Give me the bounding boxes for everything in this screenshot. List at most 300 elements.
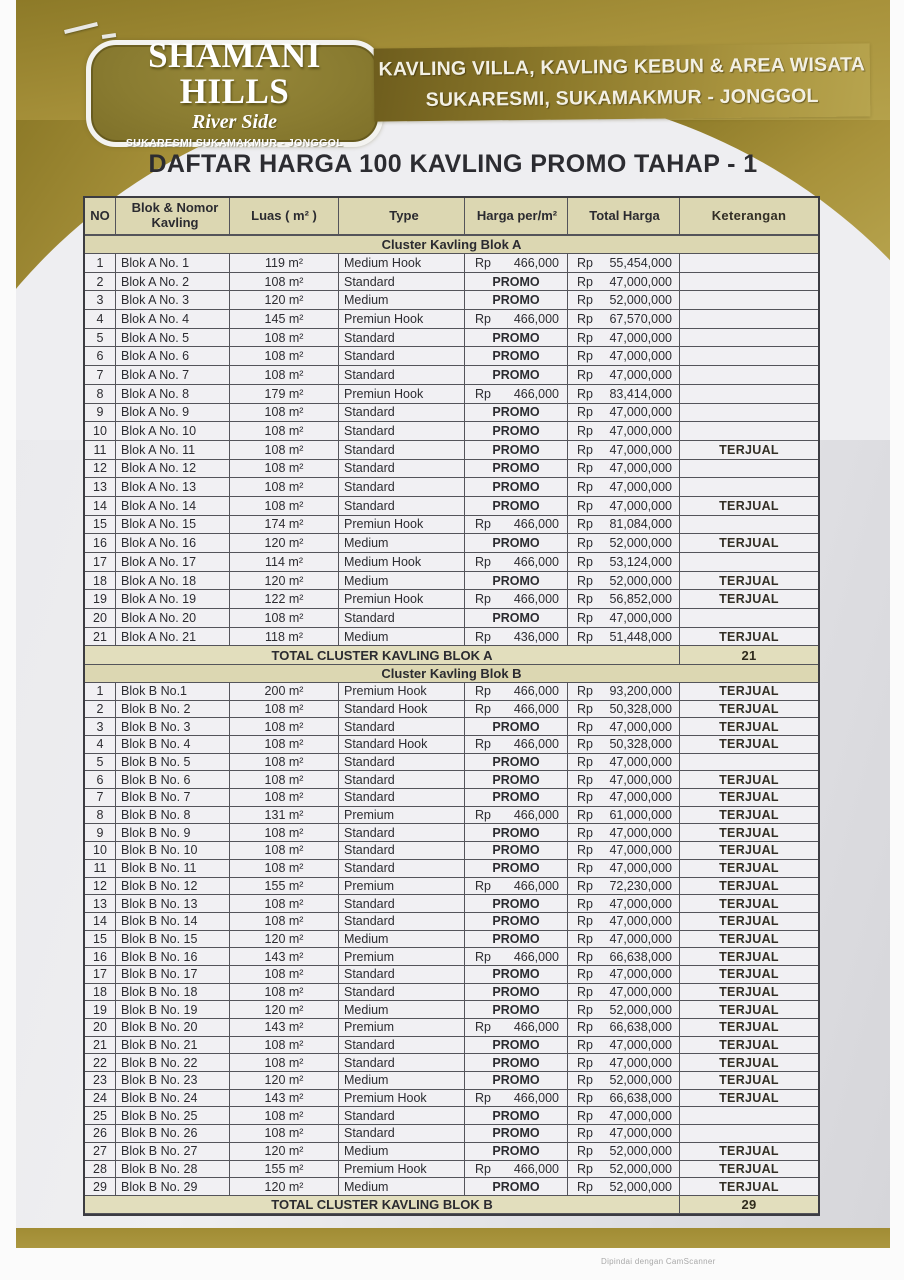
cell-luas: 114 m² [230, 553, 339, 572]
cell-keterangan [680, 273, 818, 292]
cell-type: Medium [339, 1143, 465, 1161]
cell-total-harga: Rp 47,000,000 [568, 754, 680, 772]
cell-harga: Rp 466,000 [465, 254, 568, 273]
table-row [85, 1161, 818, 1179]
cell-type: Premium [339, 878, 465, 896]
cell-luas: 108 m² [230, 273, 339, 292]
cell-harga: PROMO [465, 913, 568, 931]
cell-total-harga: Rp 52,000,000 [568, 291, 680, 310]
table-row [85, 913, 818, 931]
cell-harga: Rp 466,000 [465, 878, 568, 896]
table-row [85, 422, 818, 441]
cell-total-harga: Rp 47,000,000 [568, 984, 680, 1002]
cell-luas: 120 m² [230, 931, 339, 949]
cell-total-harga: Rp 81,084,000 [568, 516, 680, 535]
cell-harga: PROMO [465, 895, 568, 913]
cell-harga: Rp 466,000 [465, 590, 568, 609]
cell-keterangan: TERJUAL [680, 1090, 818, 1108]
cell-keterangan [680, 385, 818, 404]
table-row [85, 385, 818, 404]
cell-blok-nomor: Blok A No. 15 [116, 516, 230, 535]
cell-no: 9 [85, 824, 116, 842]
cell-blok-nomor: Blok A No. 19 [116, 590, 230, 609]
column-header: Luas ( m² ) [230, 198, 339, 236]
cell-keterangan: TERJUAL [680, 984, 818, 1002]
cell-keterangan: TERJUAL [680, 736, 818, 754]
section-header-row [85, 236, 818, 254]
cell-blok-nomor: Blok B No. 2 [116, 701, 230, 719]
cell-total-harga: Rp 47,000,000 [568, 460, 680, 479]
cell-keterangan: TERJUAL [680, 824, 818, 842]
cell-keterangan: TERJUAL [680, 1161, 818, 1179]
cell-keterangan [680, 254, 818, 273]
cell-no: 9 [85, 404, 116, 423]
cell-luas: 108 m² [230, 460, 339, 479]
cell-keterangan [680, 516, 818, 535]
cell-total-harga: Rp 66,638,000 [568, 1090, 680, 1108]
cell-type: Premiun Hook [339, 310, 465, 329]
cell-blok-nomor: Blok A No. 18 [116, 572, 230, 591]
cell-no: 1 [85, 683, 116, 701]
column-header: Harga per/m² [465, 198, 568, 236]
cell-total-harga: Rp 83,414,000 [568, 385, 680, 404]
cell-luas: 155 m² [230, 878, 339, 896]
table-row [85, 931, 818, 949]
cell-blok-nomor: Blok B No. 6 [116, 771, 230, 789]
cell-no: 11 [85, 441, 116, 460]
flyer-photo [16, 0, 890, 1248]
table-row [85, 553, 818, 572]
cell-luas: 108 m² [230, 478, 339, 497]
table-row [85, 1090, 818, 1108]
column-header: Keterangan [680, 198, 818, 236]
cell-no: 7 [85, 789, 116, 807]
cell-no: 16 [85, 534, 116, 553]
cell-blok-nomor: Blok B No. 18 [116, 984, 230, 1002]
cell-harga: PROMO [465, 441, 568, 460]
cell-luas: 120 m² [230, 1072, 339, 1090]
cell-luas: 108 m² [230, 824, 339, 842]
cell-type: Standard [339, 824, 465, 842]
cell-no: 3 [85, 718, 116, 736]
cell-harga: PROMO [465, 273, 568, 292]
cell-luas: 200 m² [230, 683, 339, 701]
cell-type: Premium [339, 1019, 465, 1037]
cell-type: Standard [339, 771, 465, 789]
table-row [85, 807, 818, 825]
table-row [85, 1037, 818, 1055]
table-row [85, 516, 818, 535]
cell-harga: Rp 466,000 [465, 516, 568, 535]
section-header: Cluster Kavling Blok A [85, 236, 818, 254]
cluster-total-label: TOTAL CLUSTER KAVLING BLOK A [85, 646, 680, 665]
table-row [85, 683, 818, 701]
cluster-total-count: 21 [680, 646, 818, 665]
cell-type: Medium Hook [339, 254, 465, 273]
table-row [85, 404, 818, 423]
cell-luas: 108 m² [230, 718, 339, 736]
table-row [85, 736, 818, 754]
cell-luas: 145 m² [230, 310, 339, 329]
cell-type: Standard Hook [339, 736, 465, 754]
column-header: NO [85, 198, 116, 236]
cell-total-harga: Rp 52,000,000 [568, 1072, 680, 1090]
cell-type: Standard [339, 1107, 465, 1125]
cell-no: 12 [85, 460, 116, 479]
cell-harga: PROMO [465, 404, 568, 423]
logo-subtitle: River Side [192, 111, 277, 133]
cell-type: Standard [339, 460, 465, 479]
cell-harga: PROMO [465, 422, 568, 441]
table-row [85, 590, 818, 609]
cell-blok-nomor: Blok B No. 13 [116, 895, 230, 913]
cell-keterangan [680, 347, 818, 366]
cell-luas: 174 m² [230, 516, 339, 535]
column-header: Type [339, 198, 465, 236]
cell-type: Medium [339, 628, 465, 647]
cell-no: 19 [85, 1001, 116, 1019]
cell-harga: PROMO [465, 329, 568, 348]
cell-keterangan: TERJUAL [680, 1178, 818, 1196]
cell-no: 12 [85, 878, 116, 896]
cell-type: Standard Hook [339, 701, 465, 719]
cell-no: 20 [85, 1019, 116, 1037]
cell-keterangan: TERJUAL [680, 771, 818, 789]
cell-no: 3 [85, 291, 116, 310]
table-row [85, 497, 818, 516]
cell-luas: 108 m² [230, 1054, 339, 1072]
cell-blok-nomor: Blok B No. 25 [116, 1107, 230, 1125]
cell-total-harga: Rp 47,000,000 [568, 931, 680, 949]
cell-harga: PROMO [465, 1107, 568, 1125]
column-header: Total Harga [568, 198, 680, 236]
cell-harga: Rp 466,000 [465, 1161, 568, 1179]
cell-type: Premiun Hook [339, 516, 465, 535]
cell-no: 21 [85, 628, 116, 647]
table-row [85, 441, 818, 460]
cell-type: Standard [339, 366, 465, 385]
cell-harga: PROMO [465, 1037, 568, 1055]
cell-total-harga: Rp 47,000,000 [568, 1125, 680, 1143]
cell-luas: 108 m² [230, 771, 339, 789]
cell-total-harga: Rp 52,000,000 [568, 534, 680, 553]
cell-harga: Rp 466,000 [465, 1019, 568, 1037]
price-table [83, 196, 820, 1216]
cell-no: 10 [85, 422, 116, 441]
cell-total-harga: Rp 66,638,000 [568, 948, 680, 966]
cell-blok-nomor: Blok B No. 24 [116, 1090, 230, 1108]
cell-type: Standard [339, 609, 465, 628]
cell-total-harga: Rp 47,000,000 [568, 497, 680, 516]
cell-luas: 108 m² [230, 441, 339, 460]
cell-no: 21 [85, 1037, 116, 1055]
cell-total-harga: Rp 50,328,000 [568, 736, 680, 754]
cell-blok-nomor: Blok B No. 26 [116, 1125, 230, 1143]
cell-keterangan [680, 553, 818, 572]
ribbon-banner [374, 43, 871, 121]
cluster-total-count: 29 [680, 1196, 818, 1215]
cell-total-harga: Rp 47,000,000 [568, 718, 680, 736]
cell-type: Medium [339, 572, 465, 591]
table-row [85, 254, 818, 273]
cell-total-harga: Rp 47,000,000 [568, 789, 680, 807]
cell-blok-nomor: Blok A No. 14 [116, 497, 230, 516]
cell-no: 1 [85, 254, 116, 273]
table-row [85, 628, 818, 647]
cell-blok-nomor: Blok A No. 10 [116, 422, 230, 441]
cell-blok-nomor: Blok A No. 16 [116, 534, 230, 553]
cell-harga: PROMO [465, 460, 568, 479]
cell-type: Standard [339, 860, 465, 878]
cell-keterangan: TERJUAL [680, 683, 818, 701]
cell-luas: 108 m² [230, 754, 339, 772]
cell-no: 14 [85, 497, 116, 516]
cell-luas: 118 m² [230, 628, 339, 647]
cell-luas: 108 m² [230, 736, 339, 754]
cell-total-harga: Rp 47,000,000 [568, 478, 680, 497]
table-row [85, 895, 818, 913]
cell-blok-nomor: Blok A No. 4 [116, 310, 230, 329]
cell-no: 18 [85, 572, 116, 591]
cell-total-harga: Rp 61,000,000 [568, 807, 680, 825]
cell-blok-nomor: Blok A No. 13 [116, 478, 230, 497]
cell-no: 7 [85, 366, 116, 385]
cell-blok-nomor: Blok B No. 12 [116, 878, 230, 896]
cell-no: 24 [85, 1090, 116, 1108]
cell-total-harga: Rp 47,000,000 [568, 609, 680, 628]
cell-total-harga: Rp 47,000,000 [568, 441, 680, 460]
cell-luas: 119 m² [230, 254, 339, 273]
section-header-row [85, 665, 818, 683]
cell-blok-nomor: Blok B No. 8 [116, 807, 230, 825]
table-row [85, 984, 818, 1002]
cell-keterangan: TERJUAL [680, 931, 818, 949]
table-row [85, 1178, 818, 1196]
cell-luas: 108 m² [230, 895, 339, 913]
cell-blok-nomor: Blok A No. 7 [116, 366, 230, 385]
cell-total-harga: Rp 56,852,000 [568, 590, 680, 609]
cell-type: Standard [339, 913, 465, 931]
cell-total-harga: Rp 47,000,000 [568, 1037, 680, 1055]
cell-keterangan: TERJUAL [680, 628, 818, 647]
cell-total-harga: Rp 52,000,000 [568, 1001, 680, 1019]
cell-luas: 143 m² [230, 948, 339, 966]
cell-no: 15 [85, 931, 116, 949]
cell-luas: 179 m² [230, 385, 339, 404]
cell-type: Standard [339, 497, 465, 516]
cell-harga: PROMO [465, 789, 568, 807]
cell-blok-nomor: Blok A No. 2 [116, 273, 230, 292]
cell-harga: PROMO [465, 478, 568, 497]
cell-harga: PROMO [465, 534, 568, 553]
cell-no: 29 [85, 1178, 116, 1196]
cell-keterangan [680, 460, 818, 479]
cell-harga: Rp 466,000 [465, 736, 568, 754]
table-row [85, 824, 818, 842]
cell-luas: 108 m² [230, 860, 339, 878]
cell-type: Premium [339, 807, 465, 825]
cell-blok-nomor: Blok A No. 12 [116, 460, 230, 479]
table-row [85, 1001, 818, 1019]
cell-harga: Rp 466,000 [465, 310, 568, 329]
cell-keterangan: TERJUAL [680, 948, 818, 966]
cell-type: Medium Hook [339, 553, 465, 572]
cell-luas: 120 m² [230, 572, 339, 591]
cell-luas: 108 m² [230, 913, 339, 931]
cell-harga: Rp 466,000 [465, 701, 568, 719]
cell-luas: 108 m² [230, 701, 339, 719]
cell-total-harga: Rp 47,000,000 [568, 347, 680, 366]
cell-harga: Rp 466,000 [465, 948, 568, 966]
cell-no: 23 [85, 1072, 116, 1090]
cell-blok-nomor: Blok B No. 7 [116, 789, 230, 807]
cell-type: Premium Hook [339, 1090, 465, 1108]
cell-keterangan: TERJUAL [680, 534, 818, 553]
cell-keterangan: TERJUAL [680, 497, 818, 516]
cluster-total-label: TOTAL CLUSTER KAVLING BLOK B [85, 1196, 680, 1215]
cell-no: 6 [85, 771, 116, 789]
cell-harga: PROMO [465, 718, 568, 736]
cell-luas: 108 m² [230, 789, 339, 807]
cell-blok-nomor: Blok A No. 3 [116, 291, 230, 310]
cell-total-harga: Rp 52,000,000 [568, 1161, 680, 1179]
cell-blok-nomor: Blok A No. 6 [116, 347, 230, 366]
table-row [85, 1054, 818, 1072]
cell-type: Standard [339, 1054, 465, 1072]
cell-no: 27 [85, 1143, 116, 1161]
table-row [85, 701, 818, 719]
cell-total-harga: Rp 47,000,000 [568, 404, 680, 423]
cell-no: 4 [85, 310, 116, 329]
cell-keterangan: TERJUAL [680, 572, 818, 591]
cell-no: 8 [85, 807, 116, 825]
cell-harga: Rp 436,000 [465, 628, 568, 647]
cell-total-harga: Rp 52,000,000 [568, 1178, 680, 1196]
table-row [85, 310, 818, 329]
cell-luas: 108 m² [230, 984, 339, 1002]
cell-blok-nomor: Blok B No. 23 [116, 1072, 230, 1090]
cell-type: Premiun Hook [339, 385, 465, 404]
cell-type: Medium [339, 931, 465, 949]
cell-keterangan: TERJUAL [680, 1037, 818, 1055]
cell-luas: 131 m² [230, 807, 339, 825]
cell-no: 11 [85, 860, 116, 878]
cell-blok-nomor: Blok B No. 20 [116, 1019, 230, 1037]
table-row [85, 754, 818, 772]
cell-blok-nomor: Blok A No. 8 [116, 385, 230, 404]
cell-keterangan: TERJUAL [680, 789, 818, 807]
table-row [85, 329, 818, 348]
cell-harga: PROMO [465, 1178, 568, 1196]
cell-keterangan: TERJUAL [680, 895, 818, 913]
cell-type: Standard [339, 441, 465, 460]
cell-total-harga: Rp 67,570,000 [568, 310, 680, 329]
cell-type: Medium [339, 291, 465, 310]
cell-no: 5 [85, 329, 116, 348]
table-row [85, 771, 818, 789]
table-row [85, 534, 818, 553]
cell-total-harga: Rp 66,638,000 [568, 1019, 680, 1037]
cell-keterangan [680, 404, 818, 423]
cell-type: Standard [339, 895, 465, 913]
cell-blok-nomor: Blok A No. 20 [116, 609, 230, 628]
cell-no: 6 [85, 347, 116, 366]
table-header-row [85, 198, 818, 236]
cell-no: 14 [85, 913, 116, 931]
cell-no: 22 [85, 1054, 116, 1072]
cell-keterangan [680, 366, 818, 385]
table-row [85, 948, 818, 966]
cell-blok-nomor: Blok A No. 5 [116, 329, 230, 348]
cell-luas: 108 m² [230, 366, 339, 385]
logo-location: SUKARESMI SUKAMAKMUR - JONGGOL [125, 137, 344, 149]
cell-keterangan: TERJUAL [680, 1054, 818, 1072]
cell-type: Premium [339, 948, 465, 966]
camscanner-watermark: Dipindai dengan CamScanner [601, 1257, 716, 1266]
cell-total-harga: Rp 47,000,000 [568, 273, 680, 292]
cell-type: Standard [339, 329, 465, 348]
cell-harga: Rp 466,000 [465, 385, 568, 404]
logo-badge [86, 34, 383, 149]
table-row [85, 347, 818, 366]
cell-no: 16 [85, 948, 116, 966]
cell-blok-nomor: Blok B No. 28 [116, 1161, 230, 1179]
cell-blok-nomor: Blok B No. 14 [116, 913, 230, 931]
cell-keterangan [680, 1125, 818, 1143]
page-title: DAFTAR HARGA 100 KAVLING PROMO TAHAP - 1 [148, 150, 758, 178]
cell-total-harga: Rp 47,000,000 [568, 1107, 680, 1125]
cell-luas: 120 m² [230, 1001, 339, 1019]
cell-luas: 120 m² [230, 291, 339, 310]
cell-luas: 108 m² [230, 1037, 339, 1055]
cell-total-harga: Rp 53,124,000 [568, 553, 680, 572]
cell-luas: 108 m² [230, 1107, 339, 1125]
cell-harga: Rp 466,000 [465, 683, 568, 701]
cell-total-harga: Rp 47,000,000 [568, 966, 680, 984]
table-row [85, 1143, 818, 1161]
cell-total-harga: Rp 47,000,000 [568, 842, 680, 860]
table-row [85, 718, 818, 736]
cell-harga: PROMO [465, 366, 568, 385]
cell-no: 28 [85, 1161, 116, 1179]
cell-no: 10 [85, 842, 116, 860]
cell-no: 2 [85, 701, 116, 719]
cell-no: 4 [85, 736, 116, 754]
cell-keterangan: TERJUAL [680, 718, 818, 736]
cell-keterangan: TERJUAL [680, 878, 818, 896]
table-row [85, 789, 818, 807]
cell-harga: PROMO [465, 1001, 568, 1019]
table-row [85, 878, 818, 896]
cell-keterangan [680, 478, 818, 497]
cell-luas: 120 m² [230, 1178, 339, 1196]
cell-keterangan: TERJUAL [680, 590, 818, 609]
cell-keterangan [680, 609, 818, 628]
cell-type: Premiun Hook [339, 590, 465, 609]
table-row [85, 609, 818, 628]
cell-harga: Rp 466,000 [465, 553, 568, 572]
cell-harga: PROMO [465, 497, 568, 516]
cell-type: Standard [339, 754, 465, 772]
cell-harga: PROMO [465, 931, 568, 949]
cell-no: 17 [85, 966, 116, 984]
cell-keterangan [680, 329, 818, 348]
cell-total-harga: Rp 47,000,000 [568, 366, 680, 385]
banner-line-1: KAVLING VILLA, KAVLING KEBUN & AREA WISATA [378, 53, 866, 81]
cell-no: 15 [85, 516, 116, 535]
cell-keterangan: TERJUAL [680, 441, 818, 460]
cell-type: Standard [339, 966, 465, 984]
